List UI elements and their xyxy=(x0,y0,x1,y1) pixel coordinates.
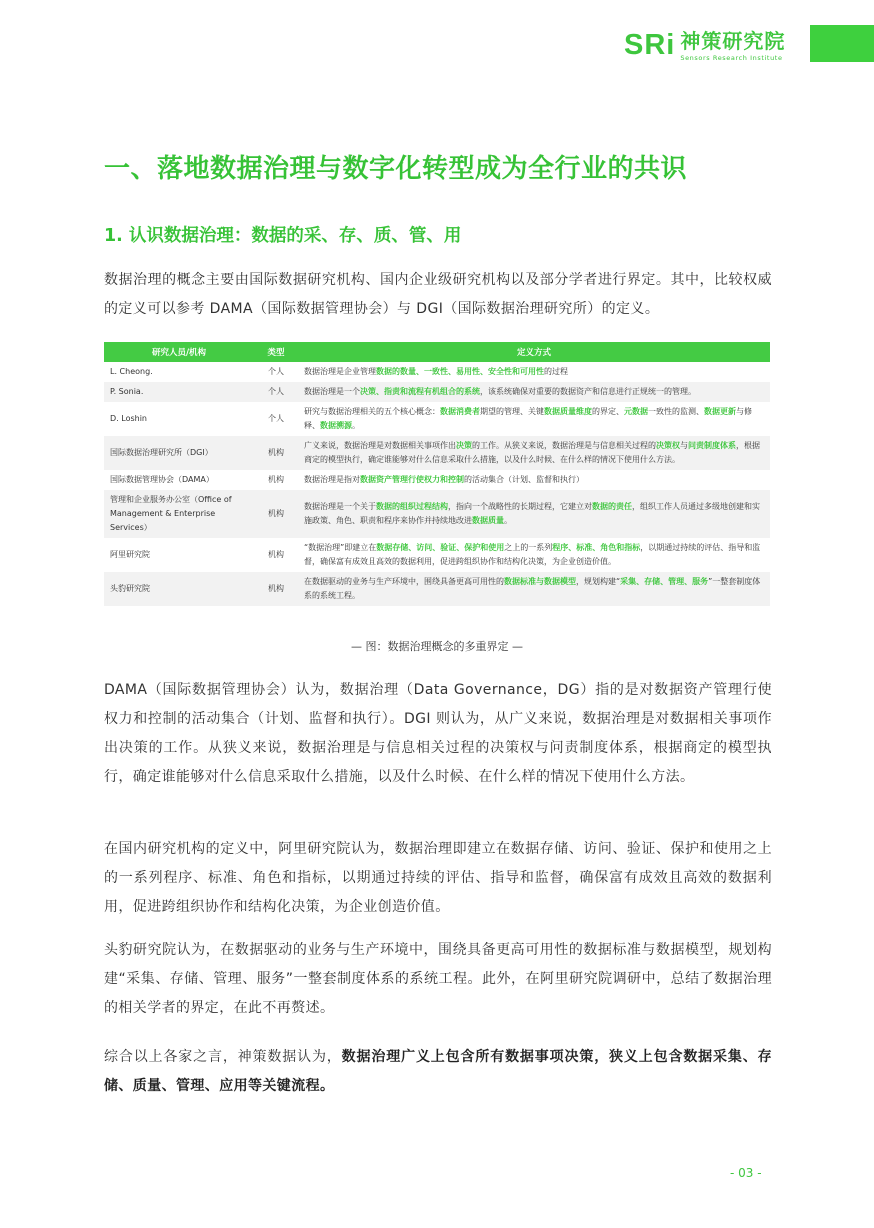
definition-table xyxy=(104,342,770,606)
definition-text: 一致性的监测、 xyxy=(648,407,704,416)
definition-text: ，该系统确保对重要的数据资产和信息进行正规统一的管理。 xyxy=(480,387,696,396)
ali-paragraph: 在国内研究机构的定义中，阿里研究院认为，数据治理即建立在数据存储、访问、验证、保护和使用之上的一系列程序、标准、角色和指标，以期通过持续的评估、指导和监督，确保富有成效且高效的数据利用，促进跨组织协作和结构化决策，为企业创造价值。 xyxy=(104,841,772,915)
row-definition xyxy=(298,538,770,572)
toubao-paragraph: 头豹研究院认为，在数据驱动的业务与生产环境中，围绕具备更高可用性的数据标准与数据模型，规划构建“采集、存储、管理、服务”一整套制度体系的系统工程。此外，在阿里研究院调研中，总结了数据治理的相关学者的界定，在此不再赘述。 xyxy=(104,942,772,1016)
conclusion-emphasis: 数据治理广义上包含所有数据事项决策，狭义上包含数据采集、存储、质量、管理、应用等关键流程。 xyxy=(104,1049,772,1094)
conclusion-lead: 综合以上各家之言，神策数据认为， xyxy=(104,1049,342,1065)
definition-highlight: 问责制度体系 xyxy=(688,441,736,450)
definition-text: ，以期通过持续的评估、指导和监督，确保富有成效且高效的数据利用，促进跨组织协作和结构化决策，为企业创造价值。 xyxy=(304,543,761,566)
definition-text: 广义来说，数据治理是对数据相关事项作出 xyxy=(304,441,456,450)
row-researcher: 国际数据治理研究所（DGI） xyxy=(104,436,254,470)
definition-text: ，规划构建“ xyxy=(576,577,621,586)
table-row xyxy=(104,382,770,402)
row-researcher: 头豹研究院 xyxy=(104,572,254,606)
table-row xyxy=(104,572,770,606)
row-type: 个人 xyxy=(268,367,284,376)
row-researcher: D. Loshin xyxy=(110,414,147,423)
row-definition xyxy=(298,402,770,436)
logo-chinese-name: 神策研究院 xyxy=(680,29,786,53)
logo-english-name: Sensors Research Institute xyxy=(680,54,783,62)
row-researcher: 管理和企业服务办公室（Office of Management & Enterprise Services） xyxy=(104,490,254,538)
definition-highlight: 程序、标准、角色和指标 xyxy=(552,543,641,552)
sri-logo xyxy=(624,28,785,68)
definition-text: ，根据商定的模型执行，确定谁能够对什么信息采取什么措施，以及什么时候、在什么样的情况下使用什么方法。 xyxy=(304,441,760,464)
intro-paragraph: 数据治理的概念主要由国际数据研究机构、国内企业级研究机构以及部分学者进行界定。其中，比较权威的定义可以参考 DAMA（国际数据管理协会）与 DGI（国际数据治理研究所）的定义。 xyxy=(104,272,772,317)
definition-highlight: 数据更新 xyxy=(704,407,736,416)
column-header-definition: 定义方式 xyxy=(298,342,770,362)
row-definition xyxy=(298,490,770,538)
section-title: 一、落地数据治理与数字化转型成为全行业的共识 xyxy=(104,154,688,184)
subsection-title: 1. 认识数据治理：数据的采、存、质、管、用 xyxy=(104,226,462,246)
definition-highlight: 数据资产管理行使权力和控制 xyxy=(360,475,464,484)
table-row xyxy=(104,436,770,470)
row-researcher: 阿里研究院 xyxy=(110,550,150,559)
definition-text: 期望的管理、关键 xyxy=(480,407,544,416)
row-definition xyxy=(298,470,770,490)
logo-mark: SRi xyxy=(624,29,676,61)
definition-highlight: 数据的责任 xyxy=(592,502,632,511)
definition-text: 在数据驱动的业务与生产环境中，围绕具备更高可用性的 xyxy=(304,577,504,586)
row-definition xyxy=(298,362,770,382)
definition-text: ，指向一个战略性的长期过程，它建立对 xyxy=(448,502,592,511)
definition-highlight: 数据消费者 xyxy=(440,407,480,416)
definition-highlight: 数据质量 xyxy=(472,516,504,525)
definition-text: 数据治理是一个 xyxy=(304,387,360,396)
table-row xyxy=(104,490,770,538)
definition-highlight: 数据的组织过程结构 xyxy=(376,502,448,511)
row-type: 个人 xyxy=(268,414,284,423)
definition-text: 与 xyxy=(680,441,688,450)
definition-highlight: 数据标准与数据模型 xyxy=(504,577,576,586)
conclusion-paragraph xyxy=(104,1043,772,1101)
table-row xyxy=(104,362,770,382)
dama-dgi-paragraph: DAMA（国际数据管理协会）认为，数据治理（Data Governance，DG）指的是对数据资产管理行使权力和控制的活动集合（计划、监督和执行）。DGI 则认为，从广义来说，数据治理是对数据相关事项作出决策的工作。从狭义来说，数据治理是与信息相关过程的决策权与问责制度体系，根据商定的模型执行，确定谁能够对什么信息采取什么措施，以及什么时候、在什么样的情况下使用什么方法。 xyxy=(104,682,772,785)
definition-highlight: 数据的数量、一致性、易用性、安全性和可用性 xyxy=(376,367,544,376)
row-definition xyxy=(298,436,770,470)
definition-text: 的工作。从狭义来说，数据治理是与信息相关过程的 xyxy=(472,441,656,450)
column-header-who: 研究人员/机构 xyxy=(104,342,254,362)
definition-text: 研究与数据治理相关的五个核心概念： xyxy=(304,407,440,416)
definition-text: 。 xyxy=(504,516,512,525)
row-type: 个人 xyxy=(254,382,298,402)
definition-text: “数据治理”即建立在 xyxy=(304,543,377,552)
definition-text: 的界定、 xyxy=(592,407,624,416)
row-type: 机构 xyxy=(268,550,284,559)
row-definition xyxy=(298,382,770,402)
definition-text: 之上的一系列 xyxy=(504,543,553,552)
row-researcher: 国际数据管理协会（DAMA） xyxy=(110,475,214,484)
row-researcher: P. Sonia. xyxy=(104,382,254,402)
definition-highlight: 采集、存储、管理、服务 xyxy=(620,577,709,586)
definition-highlight: 数据质量维度 xyxy=(544,407,592,416)
definition-highlight: 决策权 xyxy=(656,441,680,450)
table-header-row xyxy=(104,342,770,362)
row-type: 机构 xyxy=(268,475,284,484)
figure-caption: — 图：数据治理概念的多重界定 — xyxy=(351,640,523,653)
page-number: - 03 - xyxy=(730,1166,762,1180)
definition-highlight: 决策 xyxy=(456,441,472,450)
definition-text: 的活动集合（计划、监督和执行） xyxy=(464,475,584,484)
definition-highlight: 元数据 xyxy=(624,407,648,416)
corner-accent-block xyxy=(810,25,874,62)
table-row xyxy=(104,538,770,572)
definition-text: 的过程 xyxy=(544,367,568,376)
definition-highlight: 数据存储、访问、验证、保护和使用 xyxy=(376,543,505,552)
definition-text: 数据治理是一个关于 xyxy=(304,502,376,511)
row-type: 机构 xyxy=(254,490,298,538)
row-type: 机构 xyxy=(254,436,298,470)
table-row xyxy=(104,402,770,436)
definition-highlight: 决策、指责和流程有机组合的系统 xyxy=(360,387,480,396)
definition-text: ”一整套制度体系的系统工程。 xyxy=(304,577,761,600)
row-researcher: L. Cheong. xyxy=(110,367,153,376)
table-row xyxy=(104,470,770,490)
row-definition xyxy=(298,572,770,606)
definition-text: 。 xyxy=(352,421,360,430)
definition-text: 与修释、 xyxy=(304,407,752,430)
definition-text: 数据治理是指对 xyxy=(304,475,360,484)
definition-text: 数据治理是企业管理 xyxy=(304,367,376,376)
definition-highlight: 数据溯源 xyxy=(320,421,352,430)
row-type: 机构 xyxy=(254,572,298,606)
definition-text: ，组织工作人员通过多级地创建和实施政策、角色、职责和程序来协作并持续地改进 xyxy=(304,502,760,525)
column-header-type: 类型 xyxy=(254,342,298,362)
